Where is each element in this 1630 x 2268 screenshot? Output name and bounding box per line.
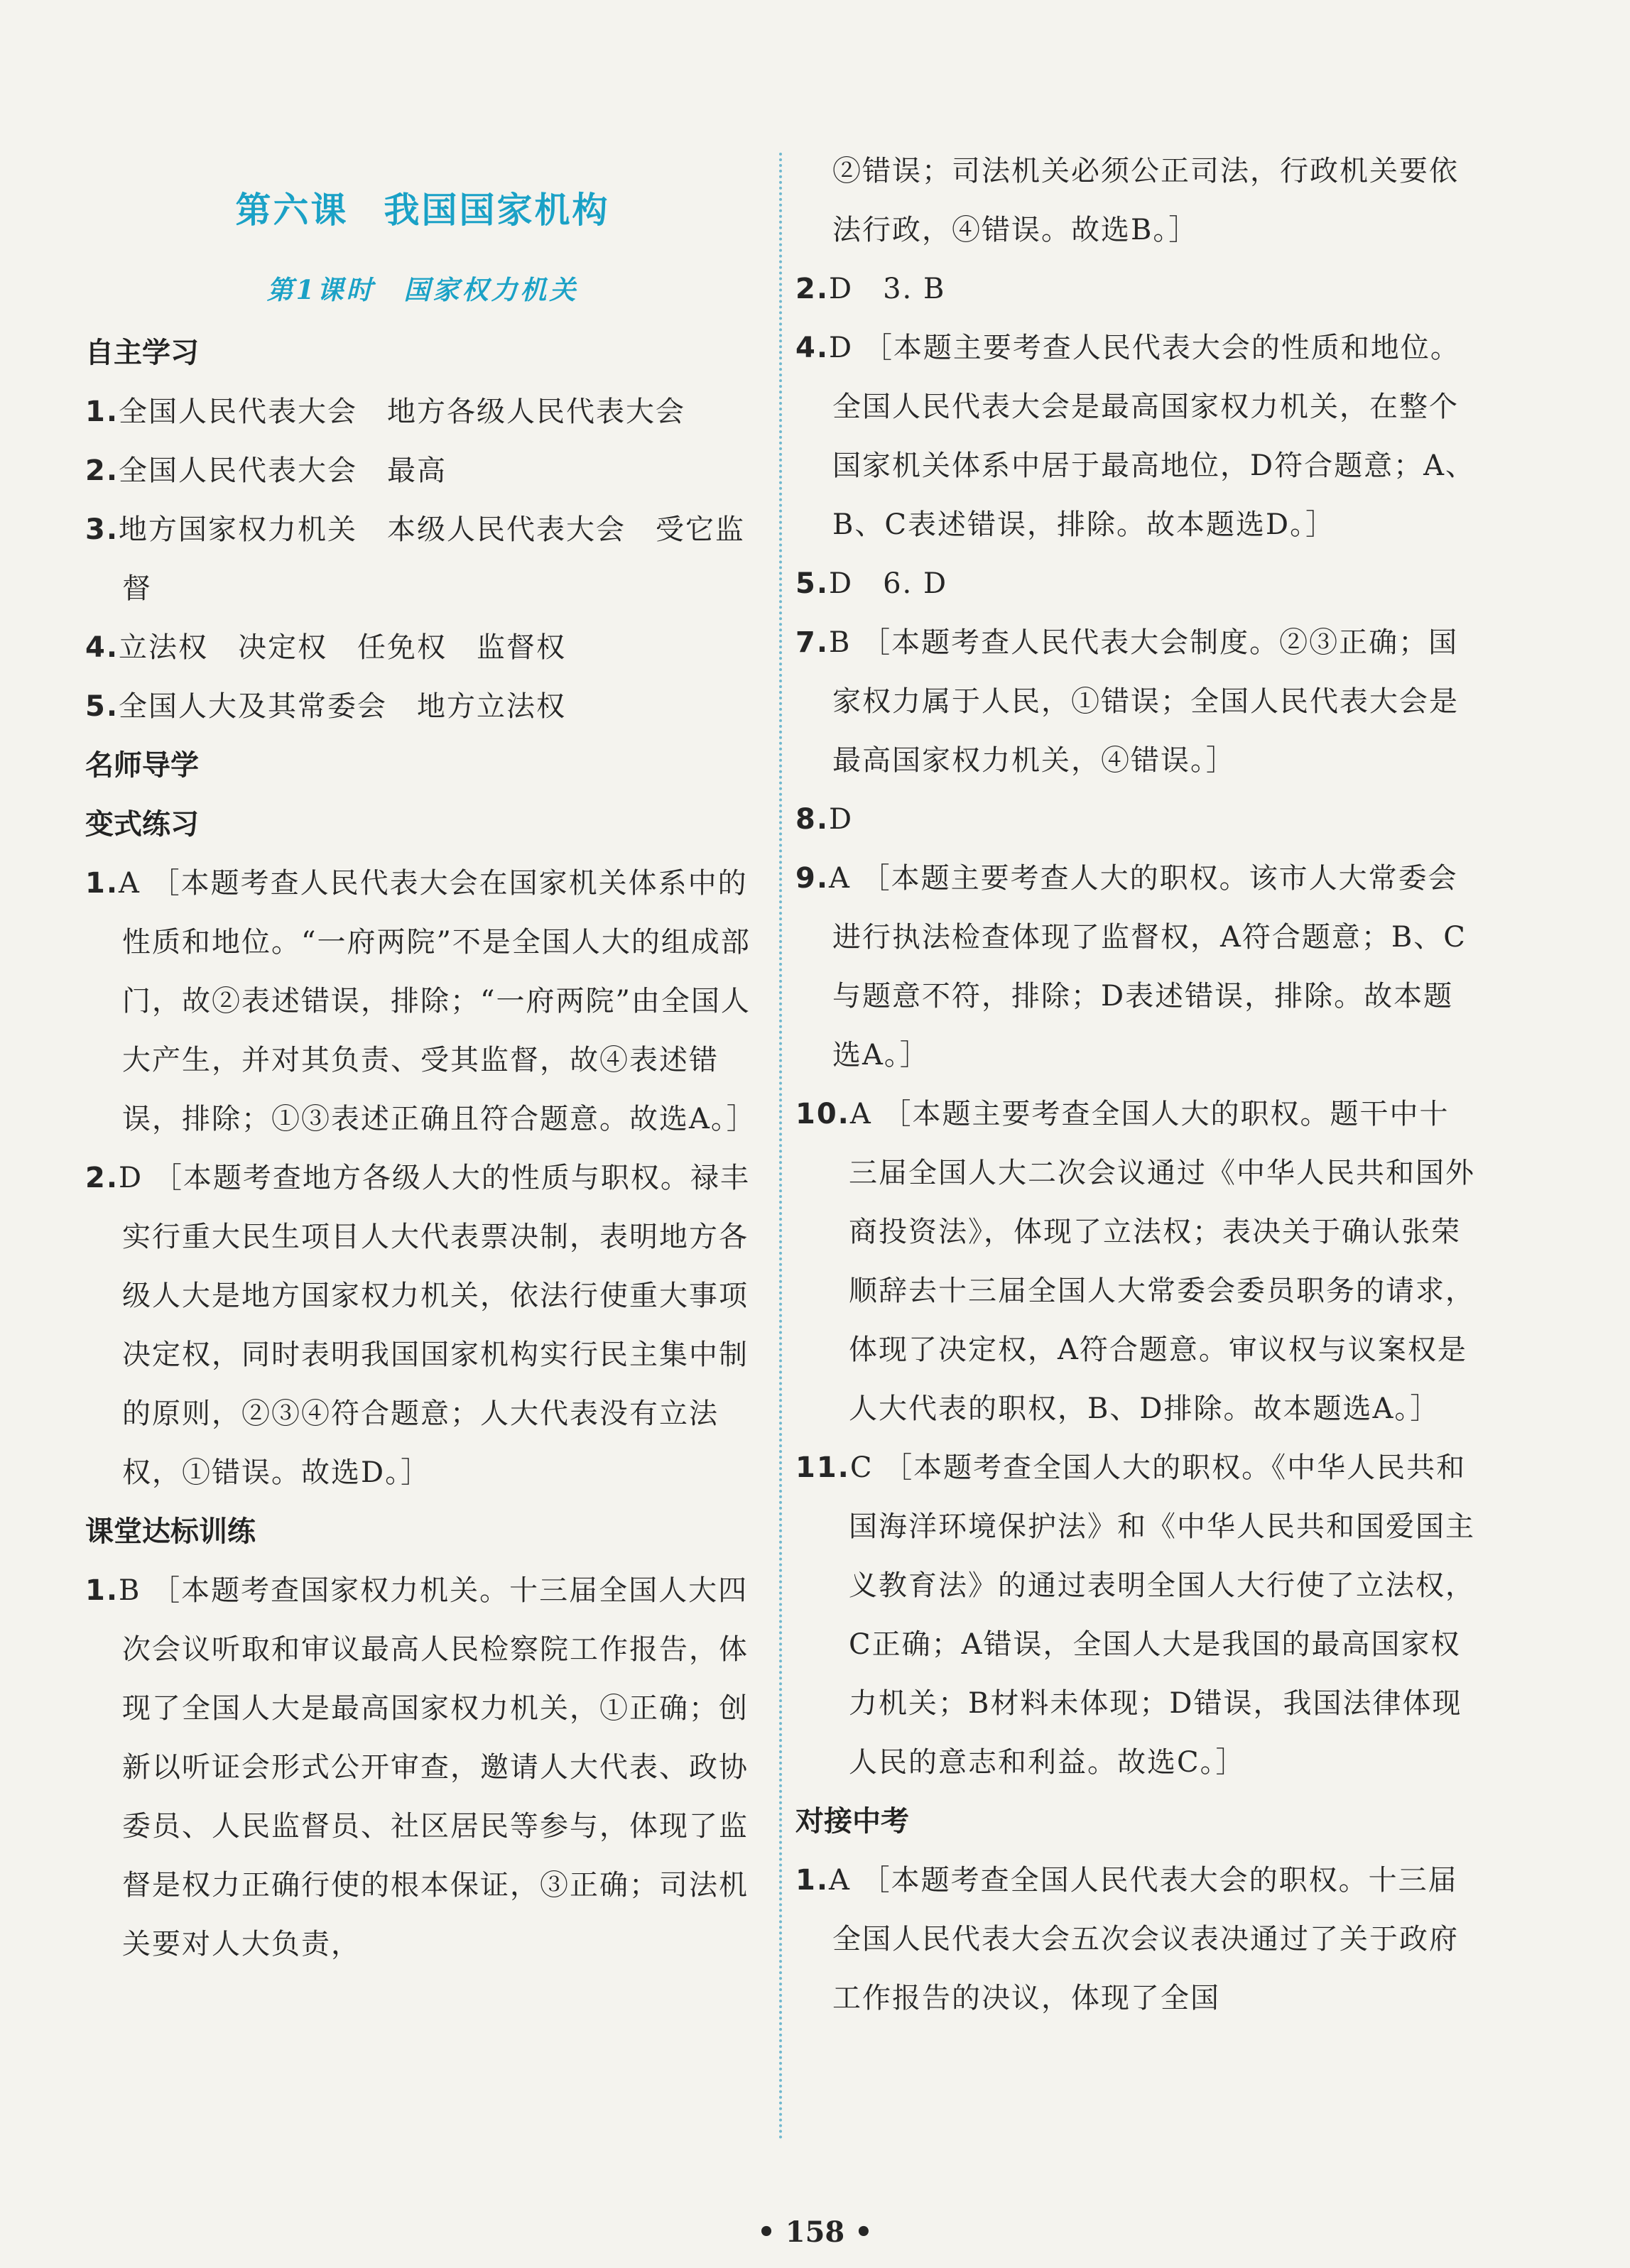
left-column — [85, 142, 760, 1974]
item-number: 5. — [795, 567, 830, 600]
continued-text: ②错误；司法机关必须公正司法，行政机关要依法行政，④错误。故选B。］ — [832, 155, 1459, 246]
item-text: 全国人民代表大会 最高 — [119, 454, 447, 487]
item-number: 2. — [85, 454, 119, 487]
item-text: D 3. B — [829, 273, 946, 305]
answer-item — [85, 383, 760, 442]
answer-item — [795, 319, 1477, 555]
answer-item — [85, 442, 760, 501]
item-text: A ［本题主要考查人大的职权。该市人大常委会进行执法检查体现了监督权，A符合题意；B、C与题意不符，排除；D表述错误，排除。故本题选A。］ — [829, 862, 1467, 1072]
item-text: D 6. D — [829, 567, 948, 600]
item-text: A ［本题考查全国人民代表大会的职权。十三届全国人民代表大会五次会议表决通过了关于政府工作报告的决议，体现了全国 — [829, 1864, 1459, 2015]
item-text: B ［本题考查国家权力机关。十三届全国人大四次会议听取和审议最高人民检察院工作报告，体现了全国人大是最高国家权力机关，①正确；创新以听证会形式公开审查，邀请人大代表、政协委员、人民监督员、社区居民等参与，体现了监督是权力正确行使的根本保证，③正确；司法机关要对人大负责， — [119, 1574, 749, 1961]
answer-item — [85, 677, 760, 736]
page-number: • 158 • — [757, 2215, 873, 2249]
item-number: 8. — [795, 803, 830, 836]
answer-item — [795, 1851, 1477, 2028]
section-classroom-training: 课堂达标训练 — [85, 1515, 256, 1548]
section-self-study: 自主学习 — [85, 337, 199, 369]
item-number: 3. — [85, 513, 119, 546]
column-divider — [779, 153, 782, 2141]
item-number: 7. — [795, 626, 830, 659]
lesson-title — [85, 182, 760, 233]
answer-item — [85, 618, 760, 677]
item-text: D — [829, 803, 854, 836]
item-number: 1. — [85, 1574, 119, 1607]
lesson-name: 我国国家机构 — [384, 190, 610, 231]
section-exam-connection: 对接中考 — [795, 1805, 909, 1838]
item-text: 全国人大及其常委会 地方立法权 — [119, 690, 567, 723]
item-text: 地方国家权力机关 本级人民代表大会 受它监督 — [119, 513, 746, 605]
item-text: A ［本题考查人民代表大会在国家机关体系中的性质和地位。“一府两院”不是全国人大的组成部门，故②表述错误，排除；“一府两院”由全国人大产生，并对其负责、受其监督，故④表述错误，排除；①③表述正确且符合题意。故选A。］ — [119, 867, 756, 1135]
period-number: 第1课时 — [266, 274, 376, 305]
item-number: 11. — [795, 1451, 850, 1484]
answer-item — [795, 555, 1477, 614]
item-text: 立法权 决定权 任免权 监督权 — [119, 631, 567, 664]
item-text: B ［本题考查人民代表大会制度。②③正确；国家权力属于人民，①错误；全国人民代表大会是最高国家权力机关，④错误。］ — [829, 626, 1459, 777]
item-number: 4. — [795, 332, 830, 364]
answer-item — [85, 501, 760, 618]
item-number: 9. — [795, 862, 830, 895]
item-text: A ［本题主要考查全国人大的职权。题干中十三届全国人大二次会议通过《中华人民共和国外商投资法》，体现了立法权；表决关于确认张荣顺辞去十三届全国人大常委会委员职务的请求，体现了决定权，A符合题意。审议权与议案权是人大代表的职权，B、D排除。故本题选A。］ — [849, 1098, 1475, 1425]
section-teacher-guide: 名师导学 — [85, 749, 199, 782]
answer-item — [795, 849, 1477, 1085]
answer-item — [795, 1085, 1477, 1439]
answer-item — [85, 1149, 760, 1503]
period-name: 国家权力机关 — [403, 274, 579, 305]
item-number: 1. — [85, 867, 119, 900]
answer-item — [795, 614, 1477, 790]
item-number: 10. — [795, 1098, 850, 1130]
answer-item — [795, 790, 1477, 849]
item-text: C ［本题考查全国人大的职权。《中华人民共和国海洋环境保护法》和《中华人民共和国爱国主义教育法》的通过表明全国人大行使了立法权，C正确；A错误，全国人大是我国的最高国家权力机关；B材料未体现；D错误，我国法律体现人民的意志和利益。故选C。］ — [849, 1451, 1475, 1779]
item-number: 4. — [85, 631, 119, 664]
item-text: D ［本题考查地方各级人大的性质与职权。禄丰实行重大民生项目人大代表票决制，表明地方各级人大是地方国家权力机关，依法行使重大事项决定权，同时表明我国国家机构实行民主集中制的原则，②③④符合题意；人大代表没有立法权，①错误。故选D。］ — [119, 1162, 750, 1489]
item-number: 2. — [85, 1162, 119, 1194]
answer-item — [795, 260, 1477, 319]
item-text: 全国人民代表大会 地方各级人民代表大会 — [119, 396, 686, 428]
item-number: 1. — [795, 1864, 830, 1897]
right-column — [795, 142, 1477, 2028]
item-number: 1. — [85, 396, 119, 428]
item-text: D ［本题主要考查人民代表大会的性质和地位。全国人民代表大会是最高国家权力机关，在整个国家机关体系中居于最高地位，D符合题意；A、B、C表述错误，排除。故本题选D。］ — [829, 332, 1475, 541]
item-number: 2. — [795, 273, 830, 305]
period-title — [85, 268, 760, 307]
answer-item — [85, 1561, 760, 1974]
answer-item — [795, 1439, 1477, 1792]
answer-item — [85, 854, 760, 1149]
item-number: 5. — [85, 690, 119, 723]
lesson-number: 第六课 — [235, 190, 349, 231]
section-variant-practice: 变式练习 — [85, 808, 199, 841]
